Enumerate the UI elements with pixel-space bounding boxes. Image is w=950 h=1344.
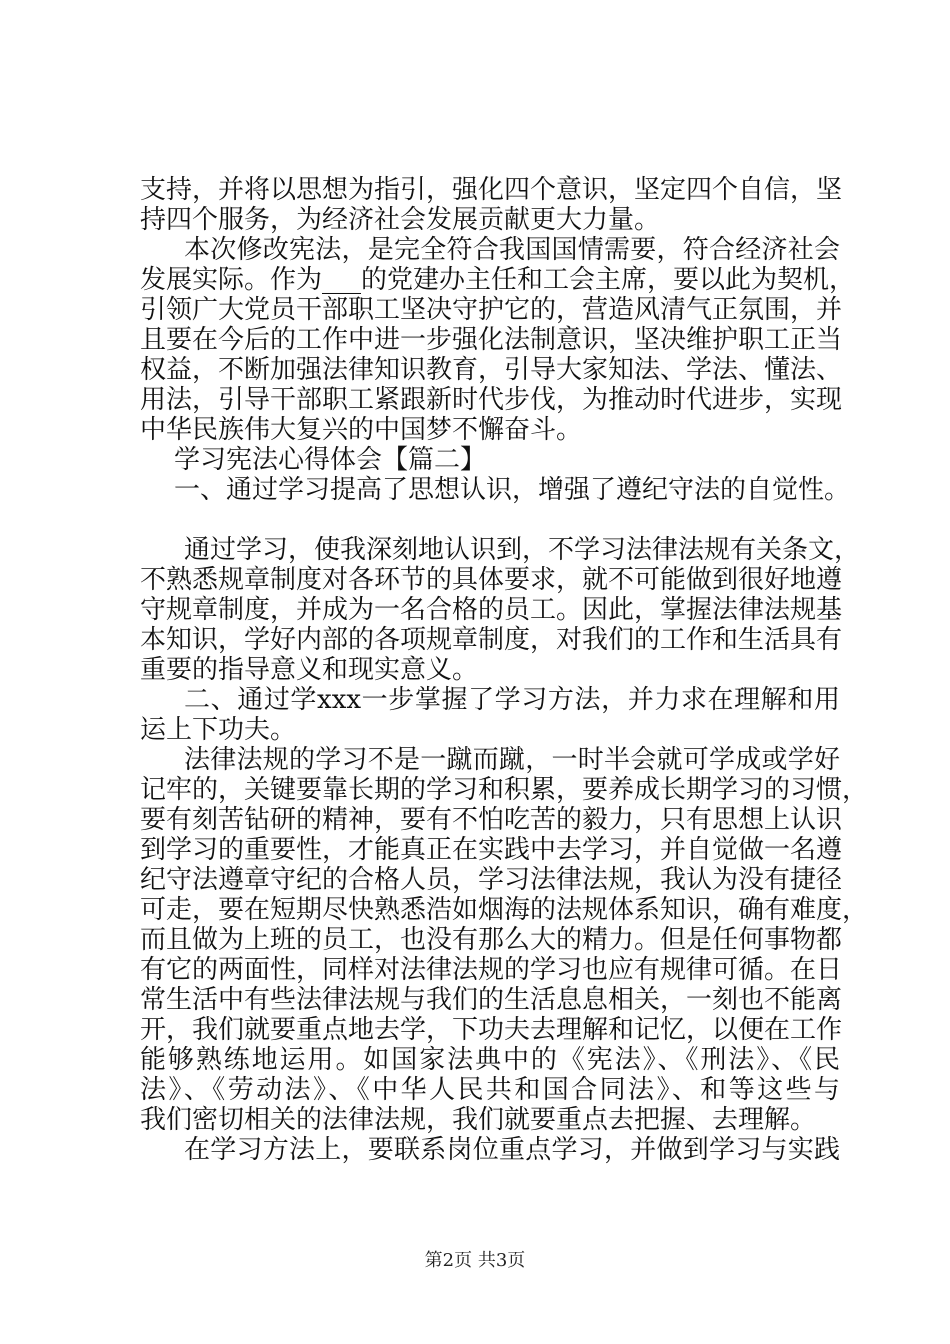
text-line: 发展实际。作为___的党建办主任和工会主席，要以此为契机，: [140, 265, 856, 295]
document-body: [140, 175, 869, 1165]
text-line: 用法，引导干部职工紧跟新时代步伐，为推动时代进步，实现: [140, 385, 843, 415]
section-heading: 学习宪法心得体会【篇二】: [174, 445, 487, 475]
text-line: 权益，不断加强法律知识教育，引导大家知法、学法、懂法、: [140, 355, 843, 385]
text-line: 我们密切相关的法律法规，我们就要重点去把握、去理解。: [140, 1105, 817, 1135]
blank-line: [140, 505, 840, 535]
text-line: 要有刻苦钻研的精神，要有不怕吃苦的毅力，只有思想上认识: [140, 805, 843, 835]
text-line: 守规章制度，并成为一名合格的员工。因此，掌握法律法规基: [140, 595, 843, 625]
text-line: 开，我们就要重点地去学，下功夫去理解和记忆，以便在工作: [140, 1015, 843, 1045]
text-line: 纪守法遵章守纪的合格人员，学习法律法规，我认为没有捷径: [140, 865, 843, 895]
text-line: 而且做为上班的员工，也没有那么大的精力。但是任何事物都: [140, 925, 843, 955]
text-line: 引领广大党员干部职工坚决守护它的，营造风清气正氛围，并: [140, 295, 843, 325]
paragraph-start-line: 法律法规的学习不是一蹴而蹴，一时半会就可学成或学好: [184, 745, 840, 775]
text-line: 重要的指导意义和现实意义。: [140, 655, 479, 685]
page-number-footer: 第2页 共3页: [424, 1250, 526, 1271]
text-line: 能够熟练地运用。如国家法典中的《宪法》、《刑法》、《民: [140, 1045, 840, 1075]
text-line: 本知识，学好内部的各项规章制度，对我们的工作和生活具有: [140, 625, 843, 655]
text-line: 持四个服务，为经济社会发展贡献更大力量。: [140, 205, 661, 235]
text-line: 到学习的重要性，才能真正在实践中去学习，并自觉做一名遵: [140, 835, 843, 865]
text-line: 支持，并将以思想为指引，强化四个意识，坚定四个自信，坚: [140, 175, 843, 205]
paragraph-start-line: 通过学习，使我深刻地认识到，不学习法律法规有关条文，: [184, 535, 861, 565]
text-line: 且要在今后的工作中进一步强化法制意识，坚决维护职工正当: [140, 325, 843, 355]
text-line: 可走，要在短期尽快熟悉浩如烟海的法规体系知识，确有难度，: [140, 895, 869, 925]
subsection-heading-1: 一、通过学习提高了思想认识，增强了遵纪守法的自觉性。: [174, 475, 851, 505]
subsection-heading-2: 二、通过学xxx一步掌握了学习方法，并力求在理解和用: [184, 685, 840, 715]
paragraph-start-line: 在学习方法上，要联系岗位重点学习，并做到学习与实践: [184, 1135, 840, 1165]
text-line: 有它的两面性，同样对法律法规的学习也应有规律可循。在日: [140, 955, 843, 985]
text-line: 运上下功夫。: [140, 715, 297, 745]
paragraph-start-line: 本次修改宪法，是完全符合我国国情需要，符合经济社会: [184, 235, 840, 265]
text-line: 法》、《劳动法》、《中华人民共和国合同法》、和等这些与: [140, 1075, 840, 1105]
text-line: 记牢的，关键要靠长期的学习和积累，要养成长期学习的习惯，: [140, 775, 869, 805]
text-line: 常生活中有些法律法规与我们的生活息息相关，一刻也不能离: [140, 985, 843, 1015]
text-line: 不熟悉规章制度对各环节的具体要求，就不可能做到很好地遵: [140, 565, 843, 595]
text-line: 中华民族伟大复兴的中国梦不懈奋斗。: [140, 415, 583, 445]
